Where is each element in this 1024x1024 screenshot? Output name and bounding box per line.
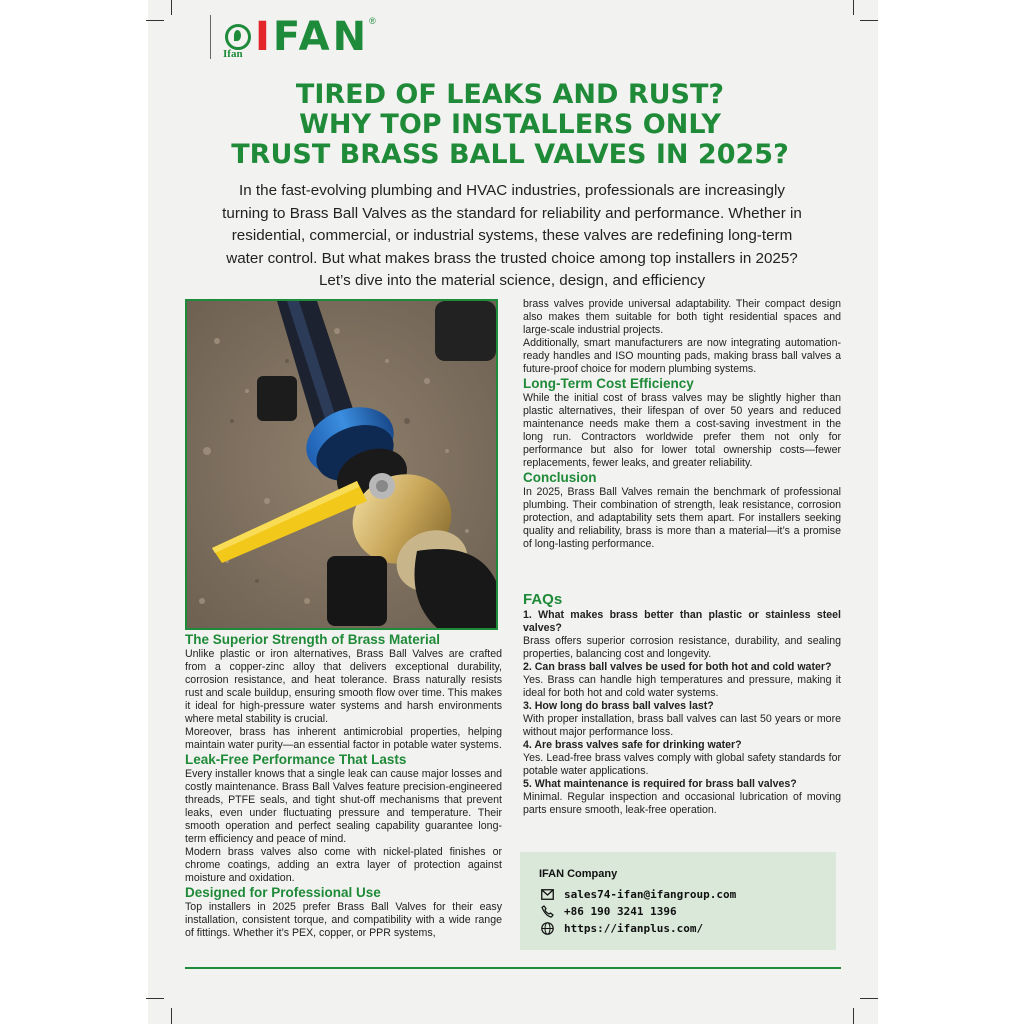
crop-mark: [146, 998, 164, 999]
crop-mark: [853, 0, 854, 15]
paragraph: Unlike plastic or iron alternatives, Brass Ball Valves are crafted from a copper-zinc alloy that delivers exceptional durability, corrosion resistance, and heat tolerance. Brass naturally resists rust and scale buildup, ensuring smooth flow over time. This makes it ideal for high-pressure water systems and harsh environments where metal stability is crucial.: [185, 648, 502, 725]
brand-logo: [210, 14, 376, 60]
paragraph: Top installers in 2025 prefer Brass Ball Valves for their easy installation, consistent torque, and compatibility with a wide range of fittings. Whether it’s PEX, copper, or PPR systems,: [185, 901, 502, 939]
faq-section: [523, 591, 841, 817]
paragraph: Moreover, brass has inherent antimicrobial properties, helping maintain water purity—an essential factor in potable water systems.: [185, 726, 502, 751]
crop-mark: [860, 998, 878, 999]
faq-question: 5. What maintenance is required for brass ball valves?: [523, 778, 797, 790]
page-title: [160, 80, 860, 170]
phone-row: [541, 905, 677, 918]
leaf-icon: [225, 24, 251, 50]
paragraph: While the initial cost of brass valves may be slightly higher than plastic alternatives, their lifespan of over 50 years and reduced maintenance needs make them a cost-saving investment in the long run. Contractors worldwide prefer them not only for performance but also for lower total ownership costs—fewer replacements, fewer leaks, and greater reliability.: [523, 392, 841, 469]
paragraph: brass valves provide universal adaptability. Their compact design also makes them suitable for both tight residential spaces and large-scale industrial projects.: [523, 298, 841, 336]
crop-mark: [171, 1008, 172, 1024]
crop-mark: [860, 20, 878, 21]
faq-question: 1. What makes brass better than plastic or stainless steel valves?: [523, 609, 841, 634]
crop-mark: [171, 0, 172, 15]
logo-wordmark: IFAN: [255, 14, 370, 60]
contact-box: [520, 852, 836, 950]
registered-mark: ®: [369, 16, 376, 26]
title-line: TIRED OF LEAKS AND RUST?: [295, 79, 725, 110]
intro-paragraph: In the fast-evolving plumbing and HVAC industries, professionals are increasingly turning to Brass Ball Valves as the standard for reliability and performance. Whether in residential, commercial, or industrial systems, these valves are redefining long-term water control. But what makes brass the trusted choice among top installers in 2025? Let’s dive into the material science, design, and efficiency: [222, 182, 802, 289]
email-link[interactable]: sales74-ifan@ifangroup.com: [564, 888, 737, 901]
paragraph: In 2025, Brass Ball Valves remain the benchmark of professional plumbing. Their combination of strength, leak resistance, corrosion protection, and adaptability sets them apart. For installers seeking quality and reliability, brass is more than a material—it’s a promise of long-lasting performance.: [523, 486, 841, 550]
company-name: IFAN Company: [539, 868, 618, 880]
faq-answer: Yes. Lead-free brass valves comply with global safety standards for potable water applications.: [523, 752, 841, 777]
section-heading: Leak-Free Performance That Lasts: [185, 752, 407, 767]
logo-divider: [210, 15, 211, 59]
right-column: [523, 298, 841, 551]
faq-question: 4. Are brass valves safe for drinking water?: [523, 739, 742, 751]
phone-icon: [541, 905, 554, 918]
globe-icon: [541, 922, 554, 935]
title-line: WHY TOP INSTALLERS ONLY: [299, 109, 721, 140]
section-heading: Long-Term Cost Efficiency: [523, 376, 694, 391]
faq-answer: Brass offers superior corrosion resistance, durability, and sealing properties, balancing cost and longevity.: [523, 635, 841, 660]
mail-icon: [541, 889, 554, 900]
faq-answer: Yes. Brass can handle high temperatures and pressure, making it ideal for both hot and cold water systems.: [523, 674, 841, 699]
phone-number[interactable]: +86 190 3241 1396: [564, 905, 677, 918]
paragraph: Modern brass valves also come with nickel-plated finishes or chrome coatings, adding an extra layer of protection against moisture and oxidation.: [185, 846, 502, 884]
valve-photo: [185, 299, 498, 630]
faq-question: 3. How long do brass ball valves last?: [523, 700, 714, 712]
logo-emblem: [223, 24, 255, 60]
left-column: [185, 632, 502, 940]
bottom-rule: [185, 967, 841, 969]
faq-question: 2. Can brass ball valves be used for both hot and cold water?: [523, 661, 832, 673]
crop-mark: [853, 1008, 854, 1024]
website-row: [541, 922, 703, 935]
email-row: [541, 888, 736, 901]
faq-answer: With proper installation, brass ball valves can last 50 years or more without major performance loss.: [523, 713, 841, 738]
crop-mark: [146, 20, 164, 21]
title-line: TRUST BRASS BALL VALVES IN 2025?: [231, 139, 789, 170]
section-heading: Conclusion: [523, 470, 597, 485]
section-heading: Designed for Professional Use: [185, 885, 381, 900]
section-heading: The Superior Strength of Brass Material: [185, 632, 441, 647]
faq-heading: FAQs: [523, 591, 563, 608]
brass-ball-valve-image: [187, 301, 496, 628]
faq-answer: Minimal. Regular inspection and occasional lubrication of moving parts ensure smooth, leak-free operation.: [523, 791, 841, 816]
logo-small-text: Ifan: [223, 48, 243, 60]
paragraph: Every installer knows that a single leak can cause major losses and costly maintenance. Brass Ball Valves feature precision-engineered threads, PTFE seals, and tight shut-off mechanisms that prevent leaks, even under fluctuating pressure and temperature. Their smooth operation and perfect sealing capability guarantee long-term efficiency and peace of mind.: [185, 768, 502, 845]
paragraph: Additionally, smart manufacturers are now integrating automation-ready handles and ISO mounting pads, making brass ball valves a future-proof choice for modern plumbing systems.: [523, 337, 841, 375]
website-link[interactable]: https://ifanplus.com/: [564, 922, 704, 935]
